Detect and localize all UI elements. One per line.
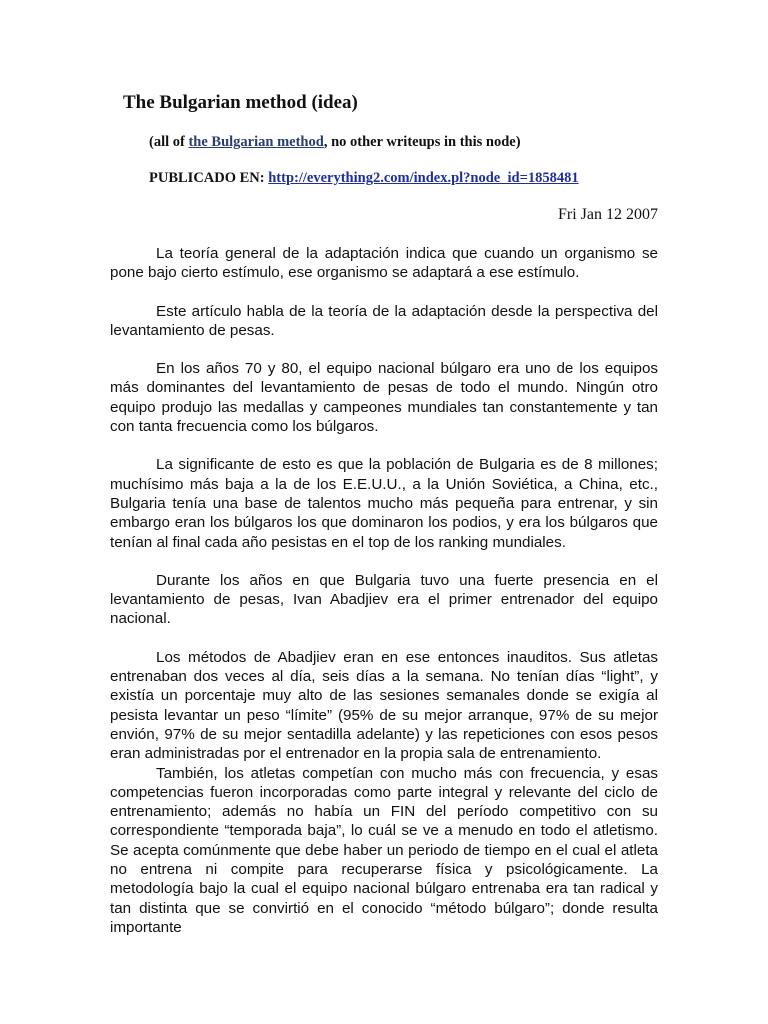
bulgarian-method-link[interactable]: the Bulgarian method xyxy=(188,134,324,150)
published-line xyxy=(149,170,579,187)
paragraph: La significante de esto es que la población de Bulgaria es de 8 millones; muchísimo más baja a la de los E.E.U.U., a la Unión Soviética, a China, etc., Bulgaria tenía una base de talentos mucho más pequeña para entrenar, y sin embargo eran los búlgaros los que dominaron los podios, y era los búlgaros que tenían al final cada año pesistas en el top de los ranking mundiales. xyxy=(110,456,658,551)
subnote-suffix: , no other writeups in this node) xyxy=(323,134,521,150)
page-title: The Bulgarian method (idea) xyxy=(123,92,358,113)
paragraph: También, los atletas competían con mucho más con frecuencia, y esas competencias fueron incorporadas como parte integral y relevante del ciclo de entrenamiento; además no había un FIN del período competitivo con su correspondiente “temporada baja”, lo cuál se ve a menudo en todo el atletismo. Se acepta comúnmente que debe haber un periodo de tiempo en el cual el atleta no entrena ni compite para recuperarse física y psicológicamente. La metodología bajo la cual el equipo nacional búlgaro entrenaba era tan radical y tan distinta que se convirtió en el conocido “método búlgaro”; donde resulta importante xyxy=(110,764,658,936)
paragraph: En los años 70 y 80, el equipo nacional búlgaro era uno de los equipos más dominantes del levantamiento de pesas de todo el mundo. Ningún otro equipo produjo las medallas y campeones mundiales tan constantemente y tan con tanta frecuencia como los búlgaros. xyxy=(110,360,658,436)
published-label: PUBLICADO EN: xyxy=(149,170,269,186)
article-body xyxy=(110,244,658,956)
subnote-prefix: (all of xyxy=(149,134,189,150)
paragraph: La teoría general de la adaptación indica que cuando un organismo se pone bajo cierto estímulo, ese organismo se adaptará a ese estímulo. xyxy=(110,245,658,282)
publication-date: Fri Jan 12 2007 xyxy=(558,206,658,223)
node-subnote xyxy=(149,134,521,151)
source-url-link[interactable]: http://everything2.com/index.pl?node_id=1858481 xyxy=(268,170,579,186)
paragraph: Durante los años en que Bulgaria tuvo una fuerte presencia en el levantamiento de pesas, Ivan Abadjiev era el primer entrenador del equipo nacional. xyxy=(110,571,658,628)
paragraph: Este artículo habla de la teoría de la adaptación desde la perspectiva del levantamiento de pesas. xyxy=(110,302,658,339)
paragraph: Los métodos de Abadjiev eran en ese entonces inauditos. Sus atletas entrenaban dos veces al día, seis días a la semana. No tenían días “light”, y existía un porcentaje muy alto de las sesiones semanales donde se exigía al pesista levantar un peso “límite” (95% de su mejor arranque, 97% de su mejor envión, 97% de su mejor sentadilla adelante) y las repeticiones con esos pesos eran administradas por el entrenador en la propia sala de entrenamiento. xyxy=(110,648,658,763)
